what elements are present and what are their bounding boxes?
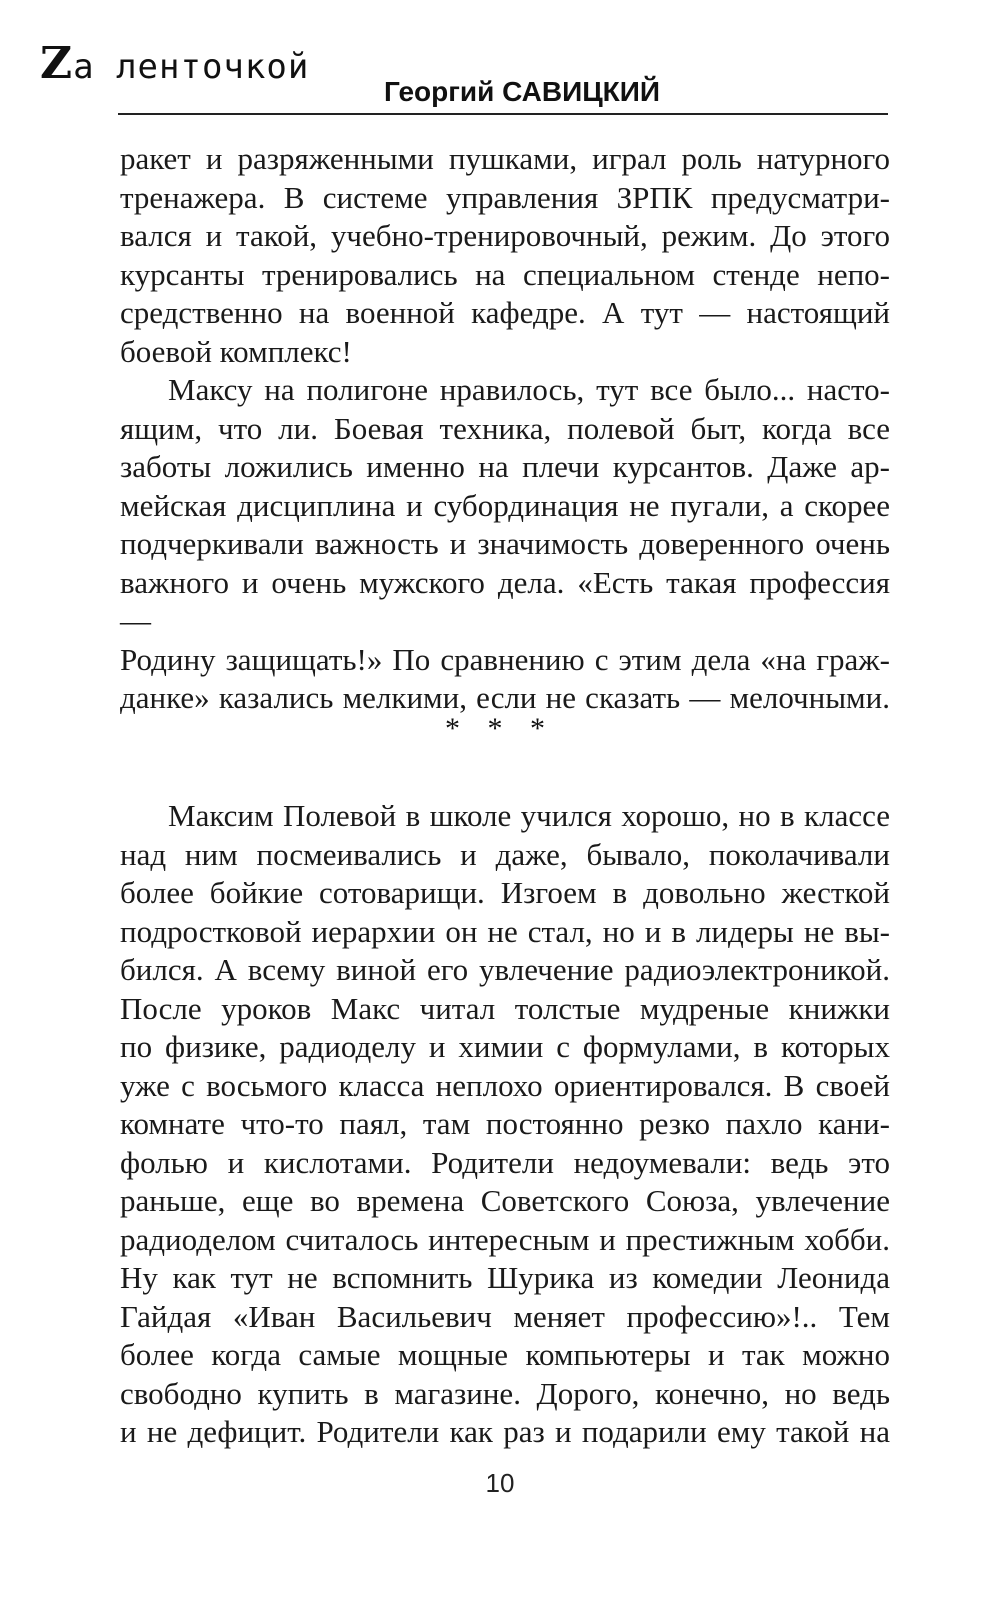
text-line: Ну как тут не вспомнить Шурика из комедии Леонида <box>120 1260 890 1295</box>
series-title-rest: a ленточкой <box>73 47 310 87</box>
text-block-2 <box>120 797 890 1452</box>
text-line: ракет и разряженными пушками, играл роль натурного <box>120 141 890 176</box>
text-line: курсанты тренировались на специальном стенде непо- <box>120 256 890 292</box>
text-line: раньше, еще во времена Советского Союза, увлечение <box>120 1183 890 1218</box>
text-line: более бойкие сотоварищи. Изгоем в довольно жесткой <box>120 875 890 910</box>
text-line: заботы ложились именно на плечи курсантов. Даже ар- <box>120 449 890 484</box>
header-divider <box>118 113 888 115</box>
text-line: бился. А всему виной его увлечение радиоэлектроникой. <box>120 952 890 987</box>
text-line: свободно купить в магазине. Дорого, конечно, но ведь <box>120 1375 890 1411</box>
page-number: 10 <box>485 1468 515 1498</box>
text-line: более когда самые мощные компьютеры и так можно <box>120 1337 890 1372</box>
text-line: важного и очень мужского дела. «Есть такая профессия — <box>120 564 890 638</box>
text-line: вался и такой, учебно-тренировочный, режим. До этого <box>120 218 890 253</box>
text-line: фолью и кислотами. Родители недоумевали: ведь это <box>120 1144 890 1180</box>
text-block-1 <box>120 140 890 718</box>
text-line: Максим Полевой в школе учился хорошо, но в классе <box>168 798 890 833</box>
text-line: Гайдая «Иван Васильевич меняет профессию»!.. Тем <box>120 1298 890 1334</box>
text-line: Родину защищать!» По сравнению с этим дела «на граж- <box>120 641 890 677</box>
text-line: средственно на военной кафедре. А тут — настоящий <box>120 295 890 330</box>
text-line: по физике, радиоделу и химии с формулами, в которых <box>120 1029 890 1064</box>
text-line: комнате что-то паял, там постоянно резко пахло кани- <box>120 1106 890 1141</box>
text-line: тренажера. В системе управления ЗРПК предусматри- <box>120 179 890 215</box>
author-name: Георгий САВИЦКИЙ <box>384 76 660 107</box>
text-line: подчеркивали важность и значимость доверенного очень <box>120 526 890 561</box>
text-line: над ним посмеивались и даже, бывало, поколачивали <box>120 836 890 872</box>
text-line: данке» казались мелкими, если не сказать — мелочными. <box>120 680 890 715</box>
section-separator: * * * <box>445 712 555 745</box>
text-line: подростковой иерархии он не стал, но и в лидеры не вы- <box>120 913 890 949</box>
series-title <box>40 38 309 89</box>
text-line: уже с восьмого класса неплохо ориентировался. В своей <box>120 1067 890 1103</box>
text-line: После уроков Макс читал толстые мудреные книжки <box>120 990 890 1026</box>
text-line: мейская дисциплина и субординация не пугали, а скорее <box>120 487 890 523</box>
series-title-initial: Z <box>40 38 74 89</box>
text-line: и не дефицит. Родители как раз и подарили ему такой на <box>120 1414 890 1449</box>
text-line: ящим, что ли. Боевая техника, полевой быт, когда все <box>120 410 890 446</box>
text-line: Максу на полигоне нравилось, тут все было... насто- <box>168 372 890 407</box>
text-line: боевой комплекс! <box>120 333 352 369</box>
text-line: радиоделом считалось интересным и престижным хобби. <box>120 1221 890 1257</box>
